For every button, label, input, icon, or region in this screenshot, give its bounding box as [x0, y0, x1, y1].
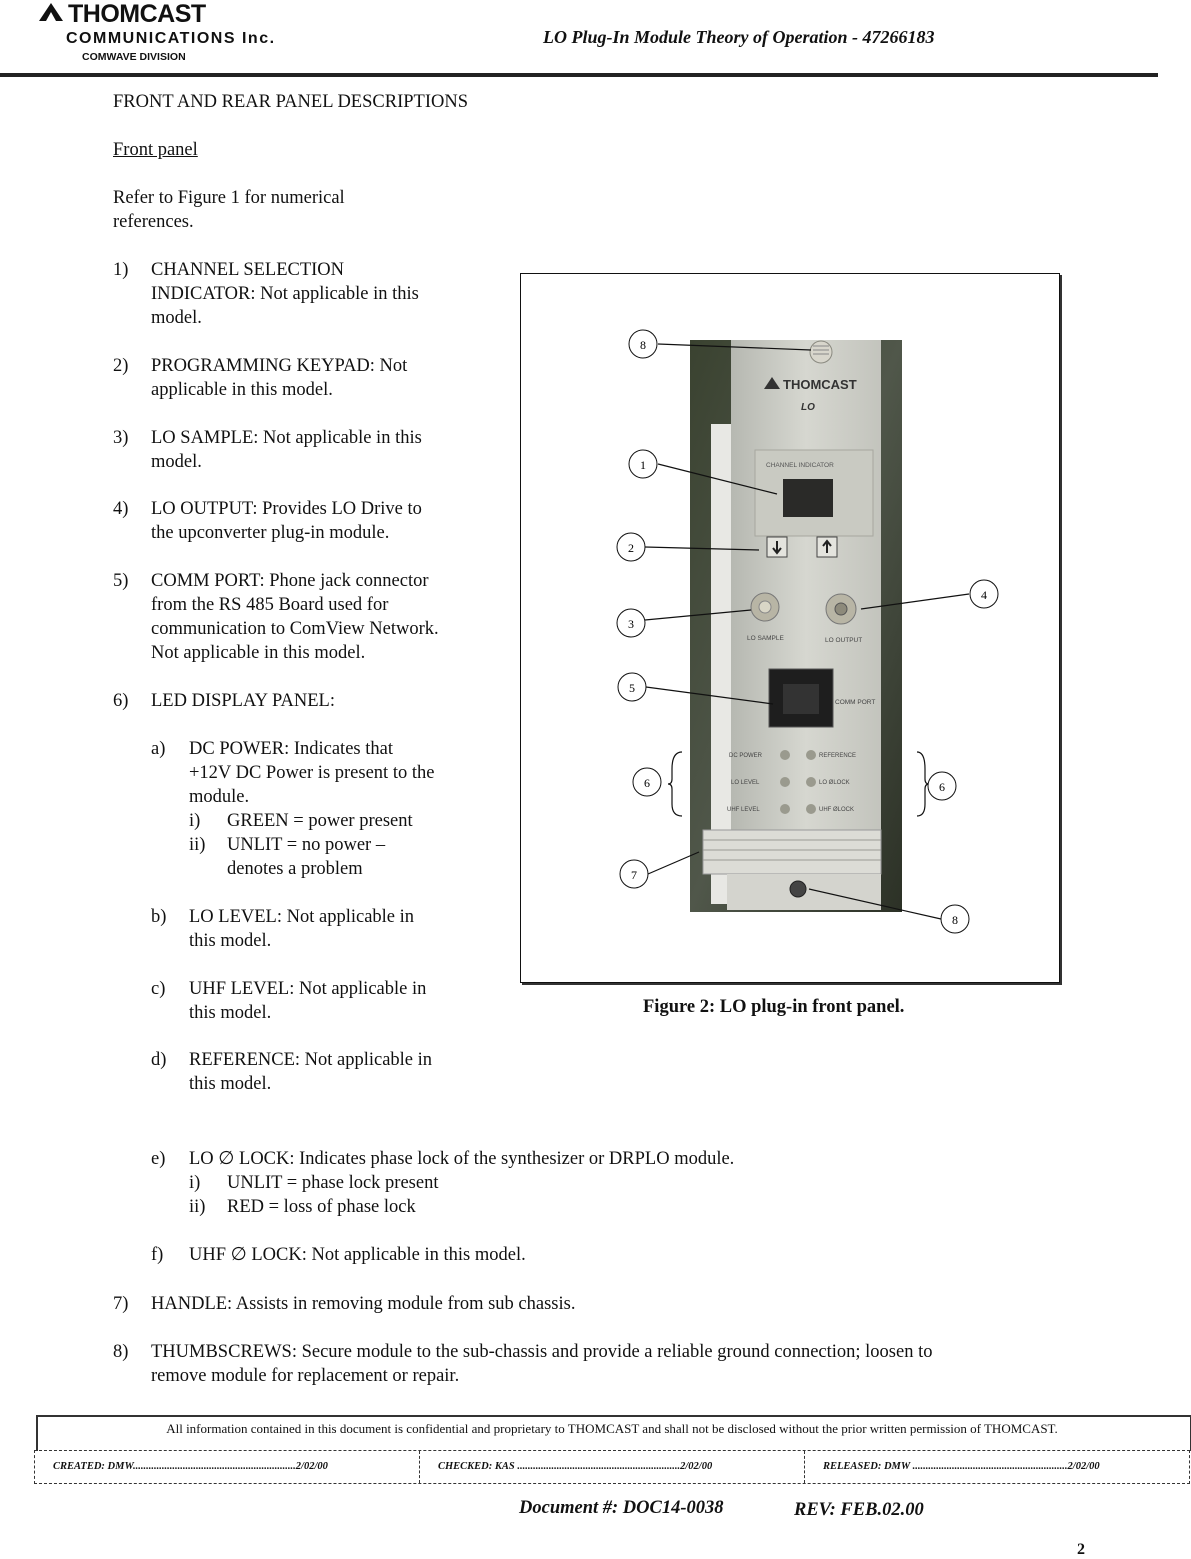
- subitem-text: REFERENCE: Not applicable in: [189, 1050, 433, 1070]
- item-text: LED DISPLAY PANEL:: [151, 691, 335, 711]
- figure-frame: [520, 273, 1060, 983]
- uhf-level-led: [780, 804, 790, 814]
- subitem-text: UHF LEVEL: Not applicable in: [189, 979, 427, 999]
- item-text: model.: [151, 308, 202, 328]
- item-text: COMM PORT: Phone jack connector: [151, 571, 429, 591]
- logo-text: THOMCAST: [68, 0, 206, 28]
- roman-text: RED = loss of phase lock: [227, 1197, 416, 1217]
- callout-number: 2: [628, 541, 634, 555]
- callout-number: 8: [640, 338, 646, 352]
- right-brace: [917, 752, 929, 816]
- revision: REV: FEB.02.00: [794, 1500, 924, 1520]
- logo-subtitle: COMMUNICATIONS Inc.: [66, 30, 276, 47]
- thumbscrew-top: [810, 341, 832, 363]
- company-logo: [38, 0, 206, 29]
- callout-number: 1: [640, 458, 646, 472]
- reference-label: REFERENCE: [819, 753, 857, 759]
- figure-caption: Figure 2: LO plug-in front panel.: [643, 997, 905, 1017]
- module-handle: [703, 830, 881, 874]
- subitem-text: LO ∅ LOCK: Indicates phase lock of the synthesizer or DRPLO module.: [189, 1149, 735, 1169]
- item-number: 8): [113, 1342, 129, 1362]
- callout-number: 3: [628, 617, 634, 631]
- released-field: RELEASED: DMW ...........................................................2/02/00: [823, 1461, 1100, 1472]
- callout-number: 5: [629, 681, 635, 695]
- uhf-lock-label: UHF ØLOCK: [819, 807, 855, 813]
- item-text: CHANNEL SELECTION: [151, 260, 345, 280]
- subitem-text: UHF ∅ LOCK: Not applicable in this model.: [189, 1245, 526, 1265]
- logo-mark-icon: [38, 0, 64, 29]
- roman-number: ii): [189, 1197, 206, 1217]
- roman-number: i): [189, 811, 201, 831]
- thumbscrew-bottom: [790, 881, 806, 897]
- item-text: THUMBSCREWS: Secure module to the sub-chassis and provide a reliable ground connection; loosen to: [151, 1342, 933, 1362]
- lo-output-label: LO OUTPUT: [825, 637, 863, 644]
- comm-port-label: COMM PORT: [835, 699, 876, 706]
- item-text: applicable in this model.: [151, 380, 333, 400]
- intro-line-2: references.: [113, 212, 194, 232]
- subitem-number: a): [151, 739, 166, 759]
- subitem-number: d): [151, 1050, 167, 1070]
- subitem-number: e): [151, 1149, 166, 1169]
- subitem-text: this model.: [189, 1074, 272, 1094]
- lo-panel-figure: [521, 274, 1059, 982]
- subitem-text: DC POWER: Indicates that: [189, 739, 393, 759]
- channel-indicator-label: CHANNEL INDICATOR: [766, 462, 834, 469]
- uhf-level-label: UHF LEVEL: [727, 807, 760, 813]
- roman-text: UNLIT = no power –: [227, 835, 386, 855]
- lo-level-led: [780, 777, 790, 787]
- item-text: remove module for replacement or repair.: [151, 1366, 460, 1386]
- module-faceplate: [731, 340, 881, 910]
- item-text: INDICATOR: Not applicable in this: [151, 284, 419, 304]
- document-title: LO Plug-In Module Theory of Operation - 47266183: [543, 27, 935, 47]
- lo-level-label: LO LEVEL: [731, 780, 760, 786]
- item-text: LO SAMPLE: Not applicable in this: [151, 428, 422, 448]
- roman-number: ii): [189, 835, 206, 855]
- logo-division: COMWAVE DIVISION: [82, 51, 186, 63]
- dc-power-led: [780, 750, 790, 760]
- page-number: 2: [1077, 1541, 1085, 1558]
- header-divider: [0, 73, 1158, 77]
- reference-led: [806, 750, 816, 760]
- callout-number: 8: [952, 913, 958, 927]
- channel-display: [783, 479, 833, 517]
- item-text: Not applicable in this model.: [151, 643, 366, 663]
- item-text: from the RS 485 Board used for: [151, 595, 389, 615]
- item-number: 7): [113, 1294, 129, 1314]
- subitem-number: c): [151, 979, 166, 999]
- created-field: CREATED: DMW..............................................................2/02/00: [35, 1451, 420, 1483]
- panel-brand: THOMCAST: [783, 377, 857, 392]
- subitem-text: LO LEVEL: Not applicable in: [189, 907, 415, 927]
- callout-number: 6: [939, 780, 945, 794]
- left-brace: [668, 752, 682, 816]
- lo-sample-label: LO SAMPLE: [747, 635, 784, 642]
- subitem-text: +12V DC Power is present to the: [189, 763, 435, 783]
- roman-text: GREEN = power present: [227, 811, 413, 831]
- item-number: 5): [113, 571, 129, 591]
- signoff-row: [34, 1450, 1190, 1484]
- subitem-text: module.: [189, 787, 250, 807]
- comm-port-socket: [783, 684, 819, 714]
- subsection-title: Front panel: [113, 140, 198, 160]
- subitem-number: f): [151, 1245, 164, 1265]
- roman-number: i): [189, 1173, 201, 1193]
- lo-lock-led: [806, 777, 816, 787]
- item-text: the upconverter plug-in module.: [151, 523, 390, 543]
- item-text: model.: [151, 452, 202, 472]
- subitem-text: this model.: [189, 931, 272, 951]
- roman-text: denotes a problem: [227, 859, 363, 879]
- item-number: 4): [113, 499, 129, 519]
- item-text: communication to ComView Network.: [151, 619, 439, 639]
- item-text: PROGRAMMING KEYPAD: Not: [151, 356, 408, 376]
- lo-lock-label: LO ØLOCK: [819, 780, 850, 786]
- lo-sample-pin: [759, 601, 771, 613]
- callout-number: 7: [631, 868, 637, 882]
- subitem-text: this model.: [189, 1003, 272, 1023]
- item-number: 1): [113, 260, 129, 280]
- confidential-notice: All information contained in this document is confidential and proprietary to THOMCAST and shall not be disclosed without the prior written permission of THOMCAST.: [166, 1421, 1058, 1436]
- dc-power-label: DC POWER: [729, 753, 762, 759]
- item-number: 6): [113, 691, 129, 711]
- callout-number: 6: [644, 776, 650, 790]
- item-number: 2): [113, 356, 129, 376]
- item-text: LO OUTPUT: Provides LO Drive to: [151, 499, 422, 519]
- section-title: FRONT AND REAR PANEL DESCRIPTIONS: [113, 92, 468, 112]
- item-text: HANDLE: Assists in removing module from sub chassis.: [151, 1294, 576, 1314]
- checked-field: CHECKED: KAS ..............................................................2/02/00: [420, 1451, 805, 1483]
- document-number: Document #: DOC14-0038: [519, 1498, 724, 1518]
- intro-line-1: Refer to Figure 1 for numerical: [113, 188, 345, 208]
- lo-output-pin: [835, 603, 847, 615]
- panel-model: LO: [801, 402, 815, 413]
- roman-text: UNLIT = phase lock present: [227, 1173, 439, 1193]
- uhf-lock-led: [806, 804, 816, 814]
- subitem-number: b): [151, 907, 167, 927]
- callout-number: 4: [981, 588, 987, 602]
- item-number: 3): [113, 428, 129, 448]
